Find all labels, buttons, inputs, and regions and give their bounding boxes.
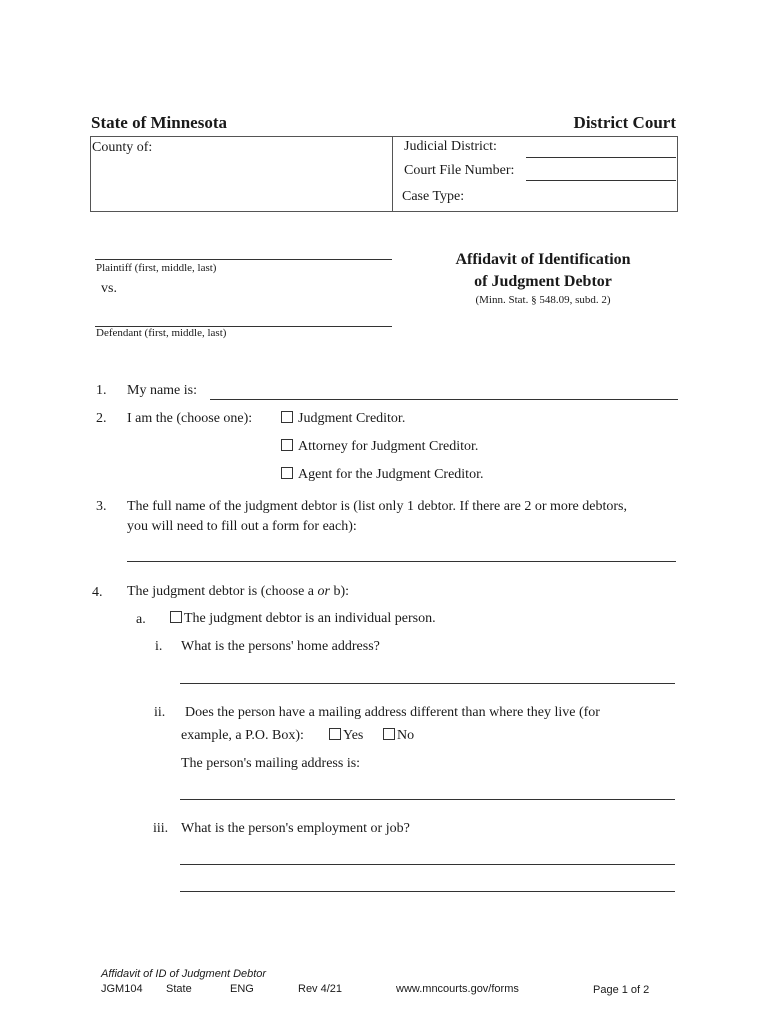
item-3-line1: The full name of the judgment debtor is (list only 1 debtor. If there are 2 or more debtors, — [127, 499, 627, 514]
footer-form-title: Affidavit of ID of Judgment Debtor — [101, 968, 267, 980]
home-address-field[interactable] — [180, 683, 675, 684]
item-4-number: 4. — [92, 585, 103, 600]
option-agent[interactable]: Agent for the Judgment Creditor. — [281, 467, 483, 483]
form-title-line2: of Judgment Debtor — [474, 273, 612, 290]
item-3-line2: you will need to fill out a form for each): — [127, 519, 357, 534]
court-file-number-field[interactable] — [526, 180, 676, 181]
case-type-label: Case Type: — [402, 189, 465, 204]
judicial-district-label: Judicial District: — [404, 139, 497, 154]
footer-language: ENG — [230, 983, 254, 995]
plaintiff-field[interactable] — [95, 259, 392, 260]
checkbox-attorney[interactable] — [281, 439, 293, 451]
employment-field-line2[interactable] — [180, 891, 675, 892]
option-judgment-creditor[interactable]: Judgment Creditor. — [281, 411, 405, 427]
form-title-line1: Affidavit of Identification — [455, 251, 631, 268]
checkbox-agent[interactable] — [281, 467, 293, 479]
item-4ii-line1: Does the person have a mailing address different than where they live (for — [185, 705, 600, 720]
mailing-address-label: The person's mailing address is: — [181, 756, 361, 771]
item-4ii-marker: ii. — [154, 705, 166, 720]
item-3-number: 3. — [96, 499, 107, 514]
option-yes[interactable]: Yes — [329, 728, 363, 744]
item-2-number: 2. — [96, 411, 107, 426]
employment-field-line1[interactable] — [180, 864, 675, 865]
footer-website: www.mncourts.gov/forms — [396, 983, 519, 995]
item-4ii-line2: example, a P.O. Box): — [181, 728, 304, 743]
footer-jurisdiction: State — [166, 983, 192, 995]
item-4i-marker: i. — [155, 639, 163, 654]
checkbox-yes[interactable] — [329, 728, 341, 740]
court-file-number-label: Court File Number: — [404, 163, 515, 178]
plaintiff-label: Plaintiff (first, middle, last) — [96, 262, 217, 274]
caption-box — [90, 136, 678, 212]
caption-divider — [392, 136, 393, 212]
item-4iii-text: What is the person's employment or job? — [181, 821, 410, 836]
checkbox-individual-person[interactable] — [170, 611, 182, 623]
item-1-text: My name is: — [127, 383, 197, 398]
my-name-field[interactable] — [210, 399, 678, 400]
defendant-label: Defendant (first, middle, last) — [96, 327, 227, 339]
debtor-name-field[interactable] — [127, 561, 676, 562]
footer-page-number: Page 1 of 2 — [593, 984, 650, 996]
judicial-district-field[interactable] — [526, 157, 676, 158]
footer-revision: Rev 4/21 — [298, 983, 343, 995]
item-2-text: I am the (choose one): — [127, 411, 253, 426]
item-4a-marker: a. — [136, 612, 146, 627]
checkbox-judgment-creditor[interactable] — [281, 411, 293, 423]
vs-label: vs. — [101, 281, 117, 296]
county-label: County of: — [92, 140, 153, 155]
state-heading: State of Minnesota — [91, 113, 227, 132]
option-individual-person[interactable]: The judgment debtor is an individual person. — [170, 611, 436, 627]
footer-form-code: JGM104 — [101, 983, 143, 995]
item-4-text: The judgment debtor is (choose a or b): — [127, 584, 350, 599]
option-no[interactable]: No — [383, 728, 414, 744]
item-1-number: 1. — [96, 383, 107, 398]
checkbox-no[interactable] — [383, 728, 395, 740]
option-attorney[interactable]: Attorney for Judgment Creditor. — [281, 439, 478, 455]
mailing-address-field[interactable] — [180, 799, 675, 800]
statute-citation: (Minn. Stat. § 548.09, subd. 2) — [475, 294, 611, 306]
item-4i-text: What is the persons' home address? — [181, 639, 380, 654]
item-4iii-marker: iii. — [153, 821, 169, 836]
court-heading: District Court — [573, 113, 676, 132]
